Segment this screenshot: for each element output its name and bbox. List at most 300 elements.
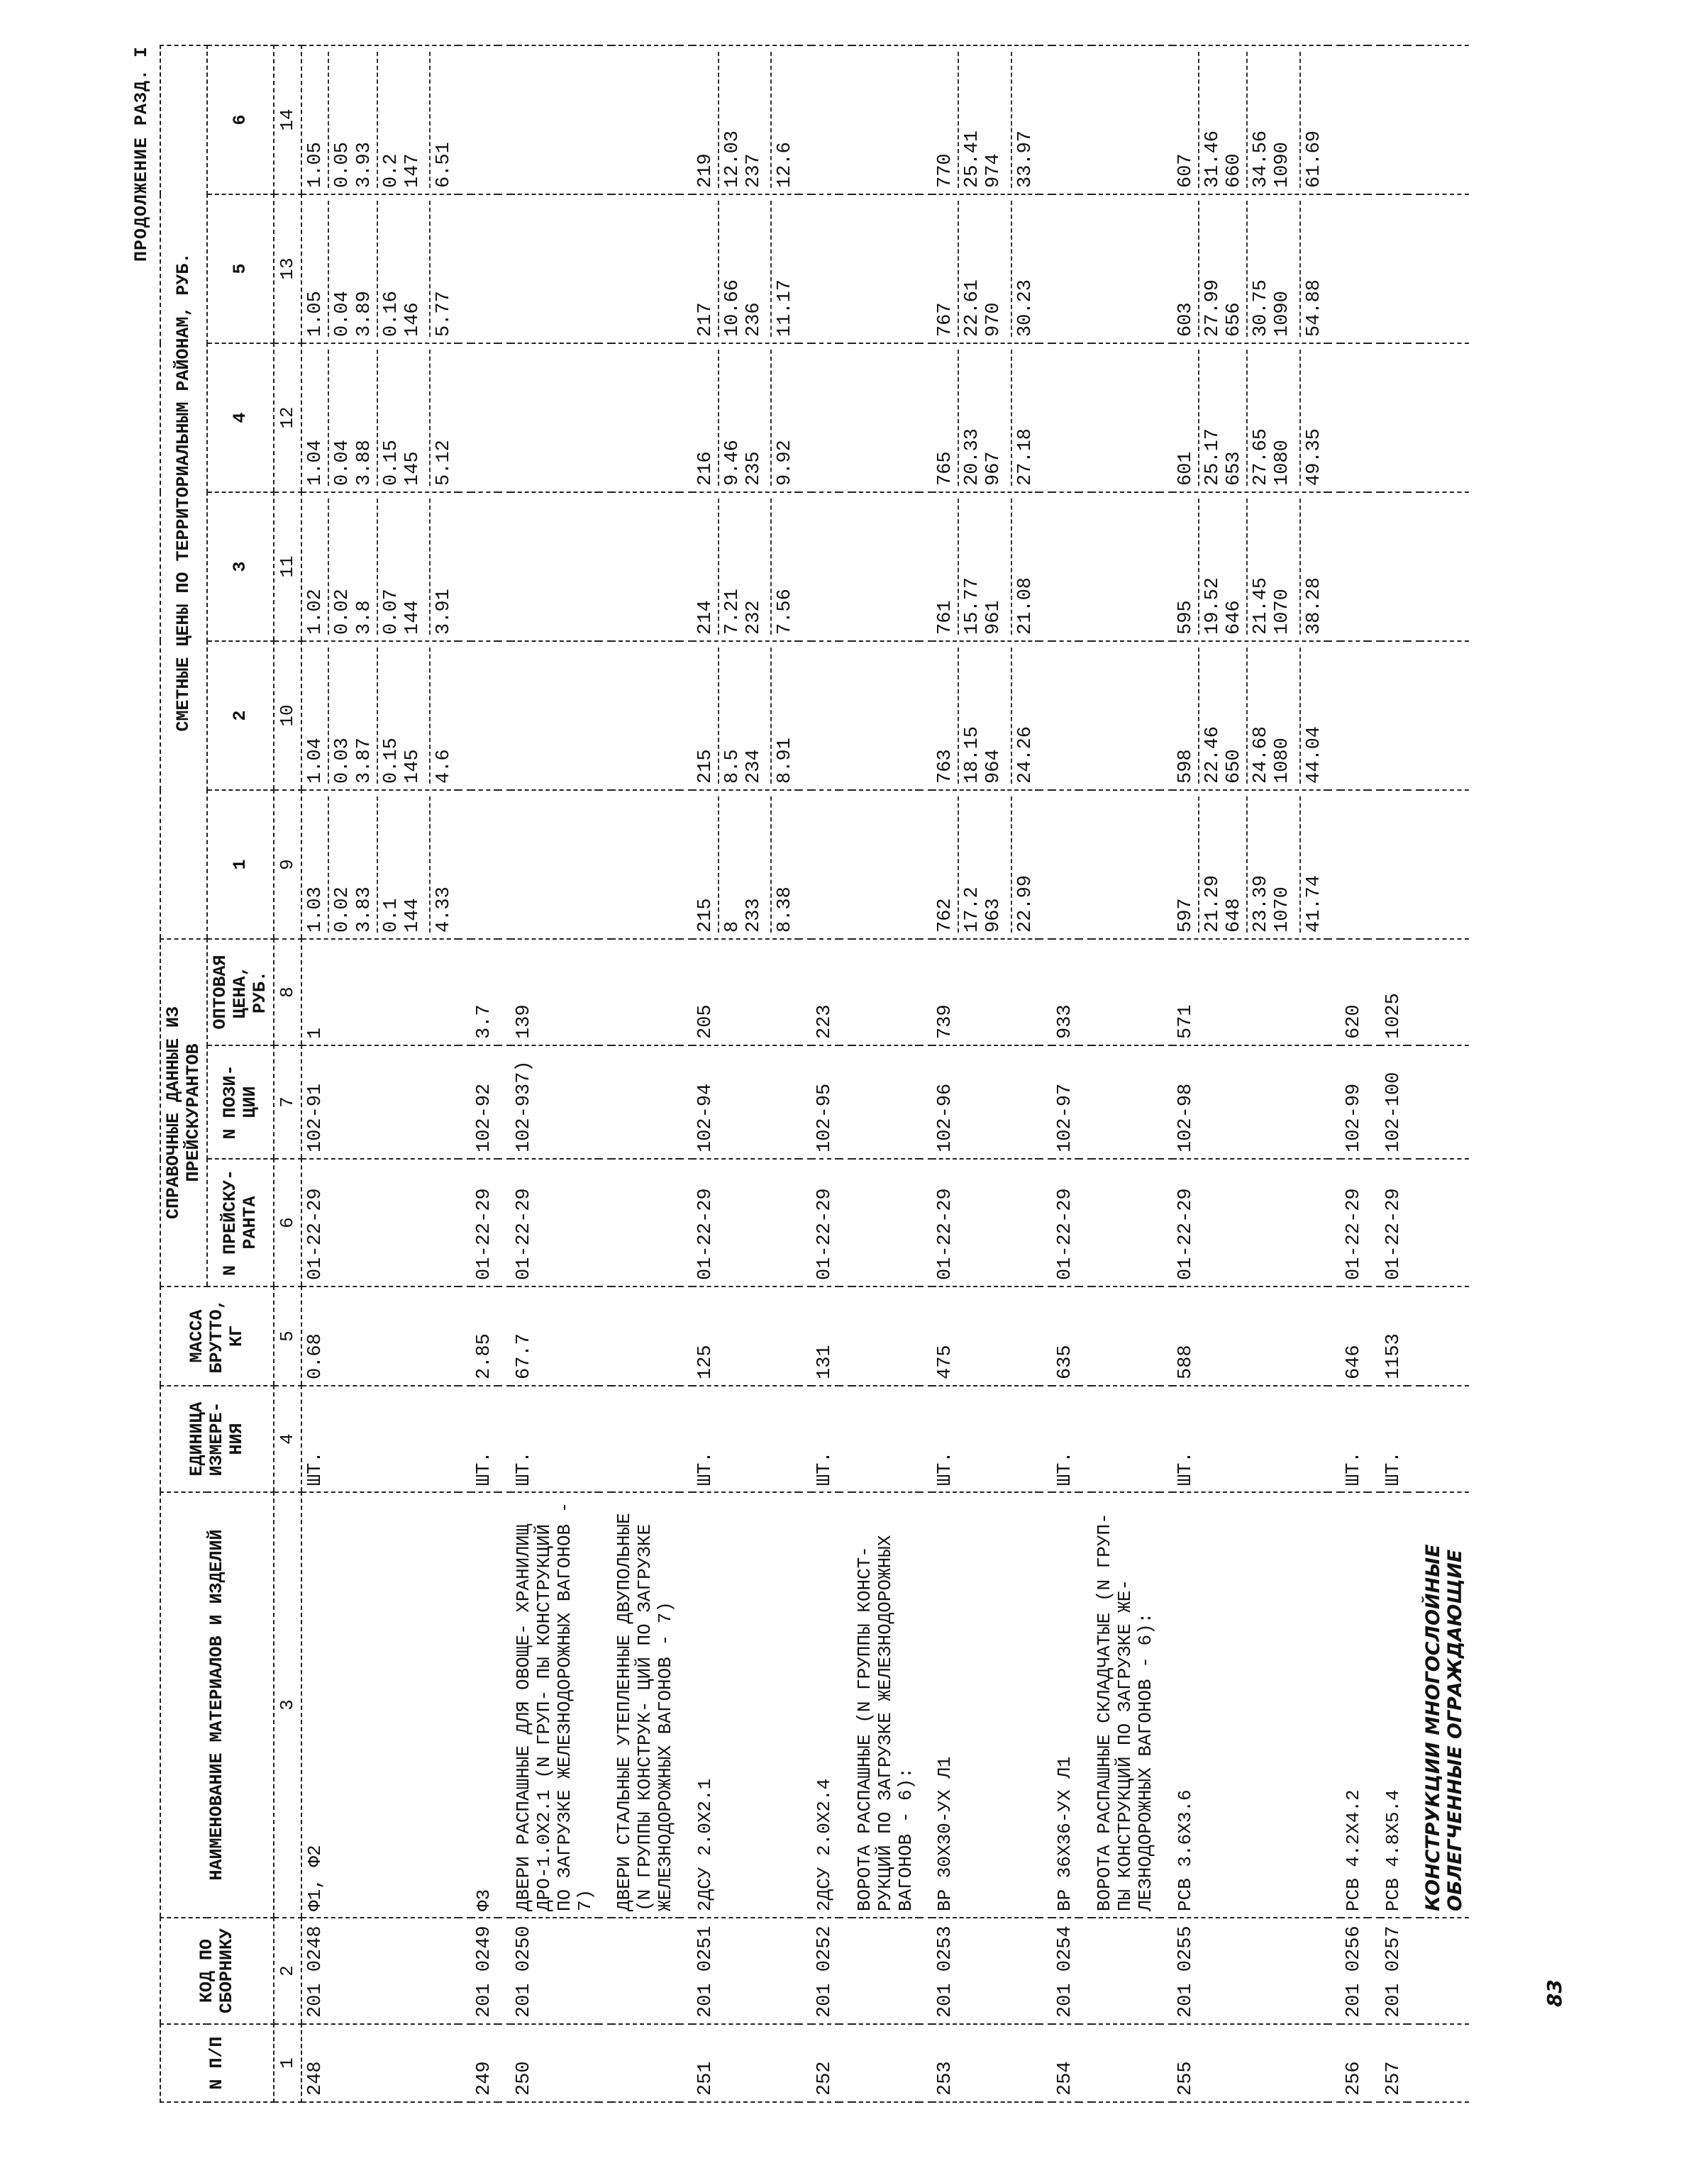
spacer-cell <box>1039 343 1052 492</box>
region-price-value: 17.2 <box>958 796 983 933</box>
column-number: 3 <box>274 1492 301 1918</box>
row-price-list: 01-22-29 <box>1380 1159 1407 1286</box>
row-position: 102-96 <box>932 1045 1039 1159</box>
region-price-cell <box>1341 641 1368 790</box>
region-price-value: 0.15 <box>377 350 402 486</box>
region-price-cell <box>471 194 498 343</box>
region-price-cell <box>1172 492 1328 641</box>
spacer-cell <box>1368 492 1380 641</box>
row-number: 252 <box>811 2024 838 2102</box>
column-number: 8 <box>274 939 301 1045</box>
empty-cell <box>1420 1918 1468 2024</box>
empty-cell <box>1420 790 1468 939</box>
row-number: 257 <box>1380 2024 1407 2102</box>
region-price-value: 1070 <box>1272 589 1294 635</box>
empty-cell <box>611 1159 679 1286</box>
header-n-pp: N П/П <box>160 2024 274 2102</box>
spacer-cell <box>1407 194 1420 343</box>
region-price-cell <box>1380 45 1407 194</box>
region-price-value: 765 <box>935 451 957 486</box>
row-wholesale: 739 <box>932 939 1039 1045</box>
region-price-value: 9.92 <box>770 350 796 486</box>
row-unit: ШТ. <box>471 1386 498 1492</box>
row-number: 253 <box>932 2024 1039 2102</box>
region-price-cell <box>811 343 838 492</box>
column-number: 13 <box>274 194 301 343</box>
region-price-value: 761 <box>935 600 957 635</box>
spacer-cell <box>799 939 811 1045</box>
region-price-value: 1080 <box>1272 440 1294 486</box>
empty-cell <box>1092 492 1159 641</box>
region-price-value: 12.03 <box>718 52 743 188</box>
column-number: 7 <box>274 1045 301 1159</box>
spacer-cell <box>599 343 611 492</box>
section-title: КОНСТРУКЦИИ МНОГОСЛОЙНЫЕ ОБЛЕГЧЕННЫЕ ОГРАЖДАЮЩИЕ <box>1420 1492 1468 1918</box>
spacer-cell <box>1407 343 1420 492</box>
row-code: 201 0256 <box>1341 1918 1368 2024</box>
region-price-cell <box>511 45 599 194</box>
spacer-cell <box>1407 2024 1420 2102</box>
region-price-cell <box>692 194 799 343</box>
row-position: 102-97 <box>1052 1045 1079 1159</box>
region-price-cell <box>1052 492 1079 641</box>
region-price-value: 3.87 <box>353 738 375 784</box>
region-price-value: 54.88 <box>1299 201 1325 337</box>
spacer-cell <box>1160 343 1172 492</box>
spacer-cell <box>1079 1045 1092 1159</box>
region-price-value: 763 <box>935 749 957 784</box>
empty-cell <box>1092 1918 1159 2024</box>
region-price-value: 0.04 <box>328 201 353 337</box>
spacer-cell <box>839 1159 852 1286</box>
spacer-cell <box>1160 1286 1172 1386</box>
spacer-cell <box>1079 492 1092 641</box>
spacer-cell <box>1368 790 1380 939</box>
row-price-list: 01-22-29 <box>301 1159 458 1286</box>
region-price-value: 219 <box>694 153 716 188</box>
spacer-cell <box>919 790 932 939</box>
spacer-cell <box>1368 1045 1380 1159</box>
spacer-cell <box>919 1286 932 1386</box>
row-unit: ШТ. <box>511 1386 599 1492</box>
empty-cell <box>611 343 679 492</box>
region-price-value: 4.33 <box>429 796 455 933</box>
region-price-value: 964 <box>983 749 1005 784</box>
spacer-cell <box>680 641 692 790</box>
region-price-cell <box>1341 45 1368 194</box>
region-price-value: 3.89 <box>353 291 375 337</box>
empty-cell <box>852 1286 919 1386</box>
spacer-cell <box>599 45 611 194</box>
row-code: 201 0257 <box>1380 1918 1407 2024</box>
empty-cell <box>1092 790 1159 939</box>
empty-cell <box>1092 194 1159 343</box>
spacer-cell <box>799 1386 811 1492</box>
region-price-value: 5.77 <box>429 201 455 337</box>
region-price-cell <box>301 790 458 939</box>
region-price-cell <box>301 45 458 194</box>
spacer-cell <box>1328 1045 1341 1159</box>
region-price-value: 30.23 <box>1011 201 1036 337</box>
region-price-cell <box>692 343 799 492</box>
spacer-cell <box>1368 343 1380 492</box>
row-price-list: 01-22-29 <box>471 1159 498 1286</box>
region-price-cell <box>692 790 799 939</box>
row-wholesale: 1 <box>301 939 458 1045</box>
spacer-cell <box>498 45 511 194</box>
row-name: Ф1, Ф2 <box>301 1492 458 1918</box>
region-price-value: 7.56 <box>770 499 796 635</box>
region-price-value: 970 <box>983 302 1005 337</box>
empty-cell <box>611 2024 679 2102</box>
row-mass: 475 <box>932 1286 1039 1386</box>
row-wholesale: 620 <box>1341 939 1368 1045</box>
table-row <box>1341 45 1368 2102</box>
region-price-cell <box>1172 343 1328 492</box>
spacer-cell <box>1079 2024 1092 2102</box>
spacer-cell <box>599 1386 611 1492</box>
spacer-cell <box>839 1918 852 2024</box>
row-spacer <box>1039 45 1052 2102</box>
spacer-cell <box>498 1286 511 1386</box>
row-unit: ШТ. <box>1341 1386 1368 1492</box>
spacer-cell <box>1368 194 1380 343</box>
region-price-value: 961 <box>983 600 1005 635</box>
row-number: 256 <box>1341 2024 1368 2102</box>
region-price-cell <box>471 492 498 641</box>
region-price-value: 0.16 <box>377 201 402 337</box>
spacer-cell <box>599 1918 611 2024</box>
section-heading: ВОРОТА РАСПАШНЫЕ (N ГРУППЫ КОНСТ- РУКЦИЙ ПО ЗАГРУЗКЕ ЖЕЛЕЗНОДОРОЖНЫХ ВАГОНОВ - 6): <box>852 1492 919 1918</box>
spacer-cell <box>599 1492 611 1918</box>
spacer-cell <box>1039 194 1052 343</box>
row-mass: 125 <box>692 1286 799 1386</box>
spacer-cell <box>1407 790 1420 939</box>
region-price-cell <box>511 641 599 790</box>
region-price-cell <box>1052 45 1079 194</box>
region-price-value: 147 <box>402 153 424 188</box>
row-wholesale: 3.7 <box>471 939 498 1045</box>
row-unit: ШТ. <box>1380 1386 1407 1492</box>
row-wholesale: 933 <box>1052 939 1079 1045</box>
spacer-cell <box>839 2024 852 2102</box>
spacer-cell <box>1407 492 1420 641</box>
empty-cell <box>1092 1045 1159 1159</box>
region-price-value: 3.88 <box>353 440 375 486</box>
table-row <box>1052 45 1079 2102</box>
row-spacer <box>498 45 511 2102</box>
spacer-cell <box>458 1159 471 1286</box>
region-price-value: 27.18 <box>1011 350 1036 486</box>
header-name: НАИМЕНОВАНИЕ МАТЕРИАЛОВ И ИЗДЕЛИЙ <box>160 1492 274 1918</box>
region-price-value: 9.46 <box>718 350 743 486</box>
region-price-value: 33.97 <box>1011 52 1036 188</box>
spacer-cell <box>839 1286 852 1386</box>
spacer-cell <box>1039 492 1052 641</box>
region-price-value: 653 <box>1223 451 1245 486</box>
spacer-cell <box>680 790 692 939</box>
region-price-value: 4.6 <box>429 648 455 784</box>
spacer-cell <box>1160 1045 1172 1159</box>
row-wholesale: 1025 <box>1380 939 1407 1045</box>
region-price-value: 1070 <box>1272 887 1294 933</box>
spacer-cell <box>919 343 932 492</box>
spacer-cell <box>1039 939 1052 1045</box>
region-price-value: 144 <box>402 600 424 635</box>
row-position: 102-91 <box>301 1045 458 1159</box>
region-price-value: 236 <box>743 302 765 337</box>
region-price-value: 1.04 <box>305 440 327 486</box>
region-price-value: 646 <box>1223 600 1245 635</box>
region-price-value: 235 <box>743 451 765 486</box>
column-number: 11 <box>274 492 301 641</box>
spacer-cell <box>680 939 692 1045</box>
table-row <box>1380 45 1407 2102</box>
spacer-cell <box>1079 1492 1092 1918</box>
region-price-value: 214 <box>694 600 716 635</box>
empty-cell <box>1420 343 1468 492</box>
spacer-cell <box>458 939 471 1045</box>
row-code: 201 0249 <box>471 1918 498 2024</box>
row-spacer <box>799 45 811 2102</box>
spacer-cell <box>1368 2024 1380 2102</box>
section-heading-row <box>1092 45 1159 2102</box>
spacer-cell <box>1160 1386 1172 1492</box>
spacer-cell <box>799 2024 811 2102</box>
spacer-cell <box>680 1286 692 1386</box>
spacer-cell <box>1328 1159 1341 1286</box>
row-unit: ШТ. <box>932 1386 1039 1492</box>
region-price-value: 21.45 <box>1246 499 1272 635</box>
region-price-value: 215 <box>694 898 716 933</box>
row-wholesale: 571 <box>1172 939 1328 1045</box>
spacer-cell <box>1368 939 1380 1045</box>
spacer-cell <box>1039 1386 1052 1492</box>
region-price-value: 1.02 <box>305 589 327 635</box>
spacer-cell <box>498 194 511 343</box>
empty-cell <box>1420 641 1468 790</box>
empty-cell <box>1420 2024 1468 2102</box>
region-price-value: 24.68 <box>1246 648 1272 784</box>
table-row <box>811 45 838 2102</box>
empty-cell <box>611 45 679 194</box>
header-code: КОД ПО СБОРНИКУ <box>160 1918 274 2024</box>
region-price-value: 1.04 <box>305 738 327 784</box>
empty-cell <box>1092 1386 1159 1492</box>
spacer-cell <box>680 1159 692 1286</box>
spacer-cell <box>799 492 811 641</box>
spacer-cell <box>498 492 511 641</box>
spacer-cell <box>1368 1492 1380 1918</box>
spacer-cell <box>680 1045 692 1159</box>
rotated-content <box>131 46 1599 2103</box>
spacer-cell <box>919 1159 932 1286</box>
row-code: 201 0250 <box>511 1918 599 2024</box>
region-price-value: 145 <box>402 451 424 486</box>
region-price-value: 145 <box>402 749 424 784</box>
region-price-value: 19.52 <box>1198 499 1224 635</box>
spacer-cell <box>1328 45 1341 194</box>
spacer-cell <box>1160 2024 1172 2102</box>
header-row-1 <box>160 45 207 2102</box>
spacer-cell <box>1328 343 1341 492</box>
spacer-cell <box>458 1386 471 1492</box>
empty-cell <box>852 343 919 492</box>
empty-cell <box>852 1045 919 1159</box>
spacer-cell <box>498 790 511 939</box>
empty-cell <box>852 194 919 343</box>
spacer-cell <box>919 45 932 194</box>
spacer-cell <box>1039 1045 1052 1159</box>
row-unit: ШТ. <box>301 1386 458 1492</box>
row-mass: 1153 <box>1380 1286 1407 1386</box>
region-price-value: 607 <box>1175 153 1197 188</box>
row-number: 255 <box>1172 2024 1328 2102</box>
region-price-value: 1.03 <box>305 887 327 933</box>
section-heading: ДВЕРИ СТАЛЬНЫЕ УТЕПЛЕННЫЕ ДВУПОЛЬНЫЕ (N ГРУППЫ КОНСТРУК- ЦИЙ ПО ЗАГРУЗКЕ ЖЕЛЕЗНОДОРОЖНЫХ ВАГОНОВ - 7) <box>611 1492 679 1918</box>
region-price-cell <box>1172 45 1328 194</box>
spacer-cell <box>799 1045 811 1159</box>
row-position: 102-98 <box>1172 1045 1328 1159</box>
row-position: 102-937) <box>511 1045 599 1159</box>
spacer-cell <box>1368 641 1380 790</box>
spacer-cell <box>1079 343 1092 492</box>
column-number: 9 <box>274 790 301 939</box>
region-price-value: 603 <box>1175 302 1197 337</box>
region-price-cell <box>811 790 838 939</box>
region-price-cell <box>1052 343 1079 492</box>
column-number: 4 <box>274 1386 301 1492</box>
empty-cell <box>611 790 679 939</box>
spacer-cell <box>498 1386 511 1492</box>
region-price-cell <box>1341 492 1368 641</box>
spacer-cell <box>1039 641 1052 790</box>
region-price-value: 650 <box>1223 749 1245 784</box>
region-price-value: 215 <box>694 749 716 784</box>
spacer-cell <box>1407 1159 1420 1286</box>
region-price-value: 22.99 <box>1011 796 1036 933</box>
header-unit: ЕДИНИЦА ИЗМЕРЕ- НИЯ <box>160 1386 274 1492</box>
spacer-cell <box>680 1492 692 1918</box>
region-price-value: 7.21 <box>718 499 743 635</box>
spacer-cell <box>498 1492 511 1918</box>
page-number-text: 83 <box>1543 1979 1566 2007</box>
continuation-label: ПРОДОЛЖЕНИЕ РАЗД. I <box>131 46 152 262</box>
row-position: 102-100 <box>1380 1045 1407 1159</box>
empty-cell <box>1420 1159 1468 1286</box>
spacer-cell <box>839 492 852 641</box>
region-price-value: 22.61 <box>958 201 983 337</box>
spacer-cell <box>599 1159 611 1286</box>
empty-cell <box>611 1045 679 1159</box>
empty-cell <box>1092 2024 1159 2102</box>
region-price-value: 8.38 <box>770 796 796 933</box>
spacer-cell <box>1160 194 1172 343</box>
row-name: 2ДСУ 2.0Х2.1 <box>692 1492 799 1918</box>
spacer-cell <box>498 1045 511 1159</box>
spacer-cell <box>1079 1286 1092 1386</box>
region-price-value: 767 <box>935 302 957 337</box>
spacer-cell <box>919 492 932 641</box>
region-price-value: 648 <box>1223 898 1245 933</box>
region-price-value: 217 <box>694 302 716 337</box>
spacer-cell <box>680 343 692 492</box>
region-price-value: 25.41 <box>958 52 983 188</box>
spacer-cell <box>1328 194 1341 343</box>
spacer-cell <box>1328 1492 1341 1918</box>
region-price-value: 3.8 <box>353 600 375 635</box>
region-price-value: 974 <box>983 153 1005 188</box>
spacer-cell <box>1328 1286 1341 1386</box>
row-spacer <box>599 45 611 2102</box>
spacer-cell <box>1368 1286 1380 1386</box>
row-code: 201 0255 <box>1172 1918 1328 2024</box>
empty-cell <box>1420 1386 1468 1492</box>
region-price-value: 0.03 <box>328 648 353 784</box>
row-spacer <box>919 45 932 2102</box>
empty-cell <box>1420 1286 1468 1386</box>
spacer-cell <box>599 194 611 343</box>
empty-cell <box>1420 939 1468 1045</box>
spacer-cell <box>458 343 471 492</box>
spacer-cell <box>1328 2024 1341 2102</box>
spacer-cell <box>1328 1386 1341 1492</box>
section-heading-row <box>852 45 919 2102</box>
empty-cell <box>1092 641 1159 790</box>
region-price-cell <box>932 194 1039 343</box>
region-price-value: 30.75 <box>1246 201 1272 337</box>
row-unit: ШТ. <box>811 1386 838 1492</box>
region-price-value: 232 <box>743 600 765 635</box>
spacer-cell <box>458 492 471 641</box>
region-price-value: 1090 <box>1272 291 1294 337</box>
region-price-value: 21.08 <box>1011 499 1036 635</box>
spacer-cell <box>680 2024 692 2102</box>
spacer-cell <box>799 343 811 492</box>
empty-cell <box>1092 1286 1159 1386</box>
spacer-cell <box>799 641 811 790</box>
spacer-cell <box>1407 641 1420 790</box>
region-price-cell <box>932 641 1039 790</box>
spacer-cell <box>839 1492 852 1918</box>
row-price-list: 01-22-29 <box>1172 1159 1328 1286</box>
region-price-value: 1.05 <box>305 291 327 337</box>
spacer-cell <box>1079 1159 1092 1286</box>
spacer-cell <box>1368 1918 1380 2024</box>
spacer-cell <box>458 1492 471 1918</box>
region-price-cell <box>1052 641 1079 790</box>
region-price-value: 15.77 <box>958 499 983 635</box>
region-price-value: 601 <box>1175 451 1197 486</box>
empty-cell <box>1420 492 1468 641</box>
spacer-cell <box>1407 1918 1420 2024</box>
empty-cell <box>611 1286 679 1386</box>
table-body <box>301 45 1469 2102</box>
spacer-cell <box>1160 790 1172 939</box>
region-price-value: 11.17 <box>770 201 796 337</box>
row-price-list: 01-22-29 <box>692 1159 799 1286</box>
row-code: 201 0248 <box>301 1918 458 2024</box>
row-number: 248 <box>301 2024 458 2102</box>
spacer-cell <box>839 1386 852 1492</box>
row-price-list: 01-22-29 <box>511 1159 599 1286</box>
table-row <box>471 45 498 2102</box>
region-price-cell <box>511 492 599 641</box>
row-number: 254 <box>1052 2024 1079 2102</box>
region-price-value: 0.15 <box>377 648 402 784</box>
spacer-cell <box>498 939 511 1045</box>
region-price-value: 38.28 <box>1299 499 1325 635</box>
